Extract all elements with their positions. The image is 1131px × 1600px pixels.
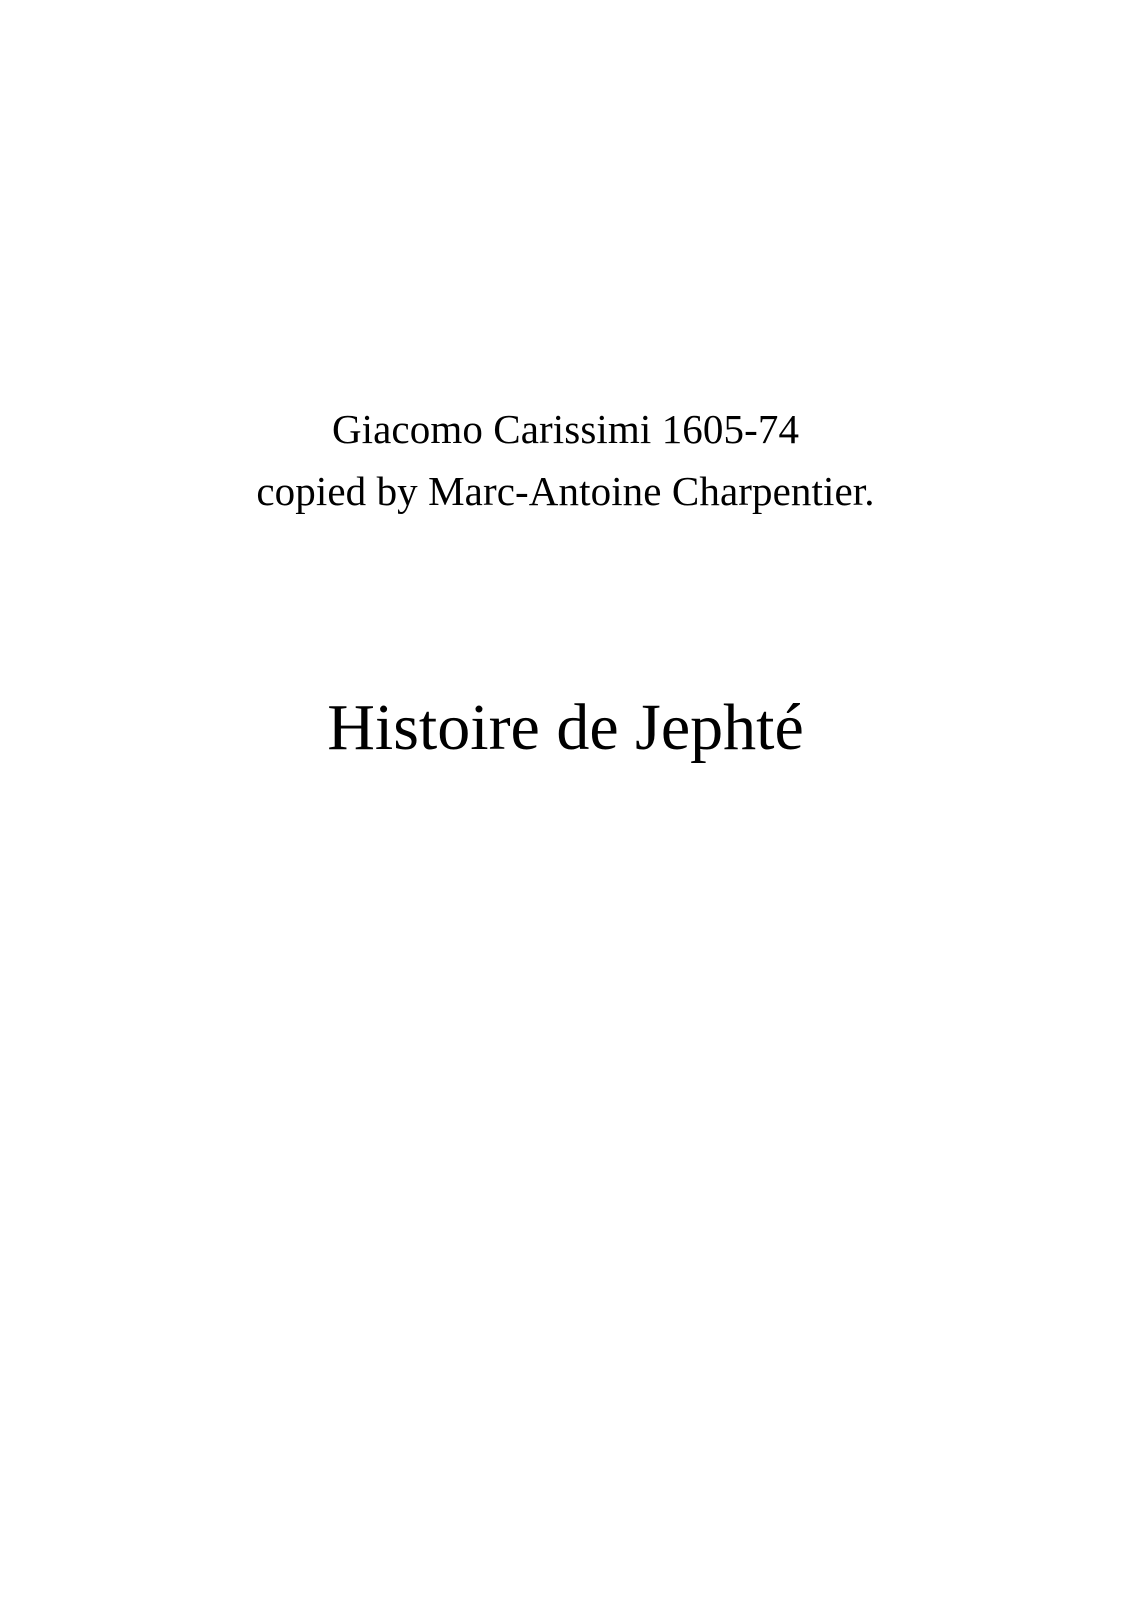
page-title: Histoire de Jephté — [327, 691, 804, 764]
attribution-block — [0, 398, 1131, 522]
composer-line: Giacomo Carissimi 1605-74 — [331, 406, 800, 452]
copyist-line: copied by Marc-Antoine Charpentier. — [256, 468, 875, 514]
